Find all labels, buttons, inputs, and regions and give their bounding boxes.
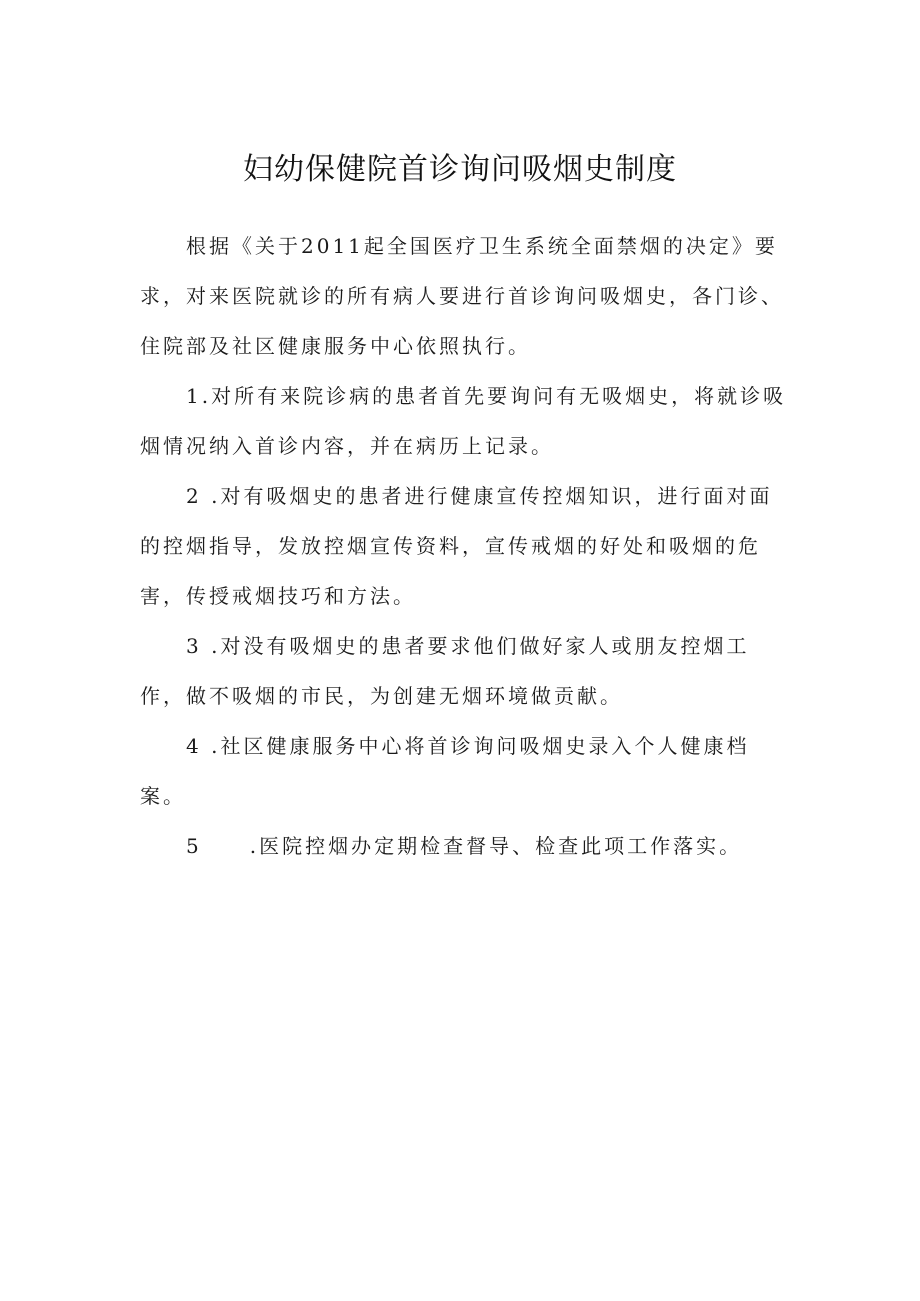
item-text: 对没有吸烟史的患者要求他们做好家人或朋友控烟工作，做不吸烟的市民，为创建无烟环境做贡献。	[140, 634, 750, 708]
item-text: 社区健康服务中心将首诊询问吸烟史录入个人健康档案。	[140, 734, 750, 808]
document-title: 妇幼保健院首诊询问吸烟史制度	[243, 152, 677, 187]
list-item	[140, 621, 790, 721]
list-item	[140, 471, 790, 621]
item-number: 4 .	[186, 734, 221, 758]
item-text: .医院控烟办定期检查督导、检查此项工作落实。	[249, 834, 743, 858]
item-number: 2 .	[186, 484, 221, 508]
item-text: 对所有来院诊病的患者首先要询问有无吸烟史，将就诊吸烟情况纳入首诊内容，并在病历上记录。	[140, 384, 787, 458]
document-body	[140, 221, 790, 871]
list-item	[140, 371, 790, 471]
item-number: 5	[186, 834, 202, 858]
item-number: 3 .	[186, 634, 221, 658]
item-text: 对有吸烟史的患者进行健康宣传控烟知识，进行面对面的控烟指导，发放控烟宣传资料，宣传戒烟的好处和吸烟的危害，传授戒烟技巧和方法。	[140, 484, 773, 608]
intro-paragraph: 根据《关于2011起全国医疗卫生系统全面禁烟的决定》要求，对来医院就诊的所有病人要进行首诊询问吸烟史，各门诊、住院部及社区健康服务中心依照执行。	[140, 234, 784, 358]
item-number: 1.	[186, 384, 212, 408]
list-item	[140, 821, 790, 871]
list-item	[140, 721, 790, 821]
